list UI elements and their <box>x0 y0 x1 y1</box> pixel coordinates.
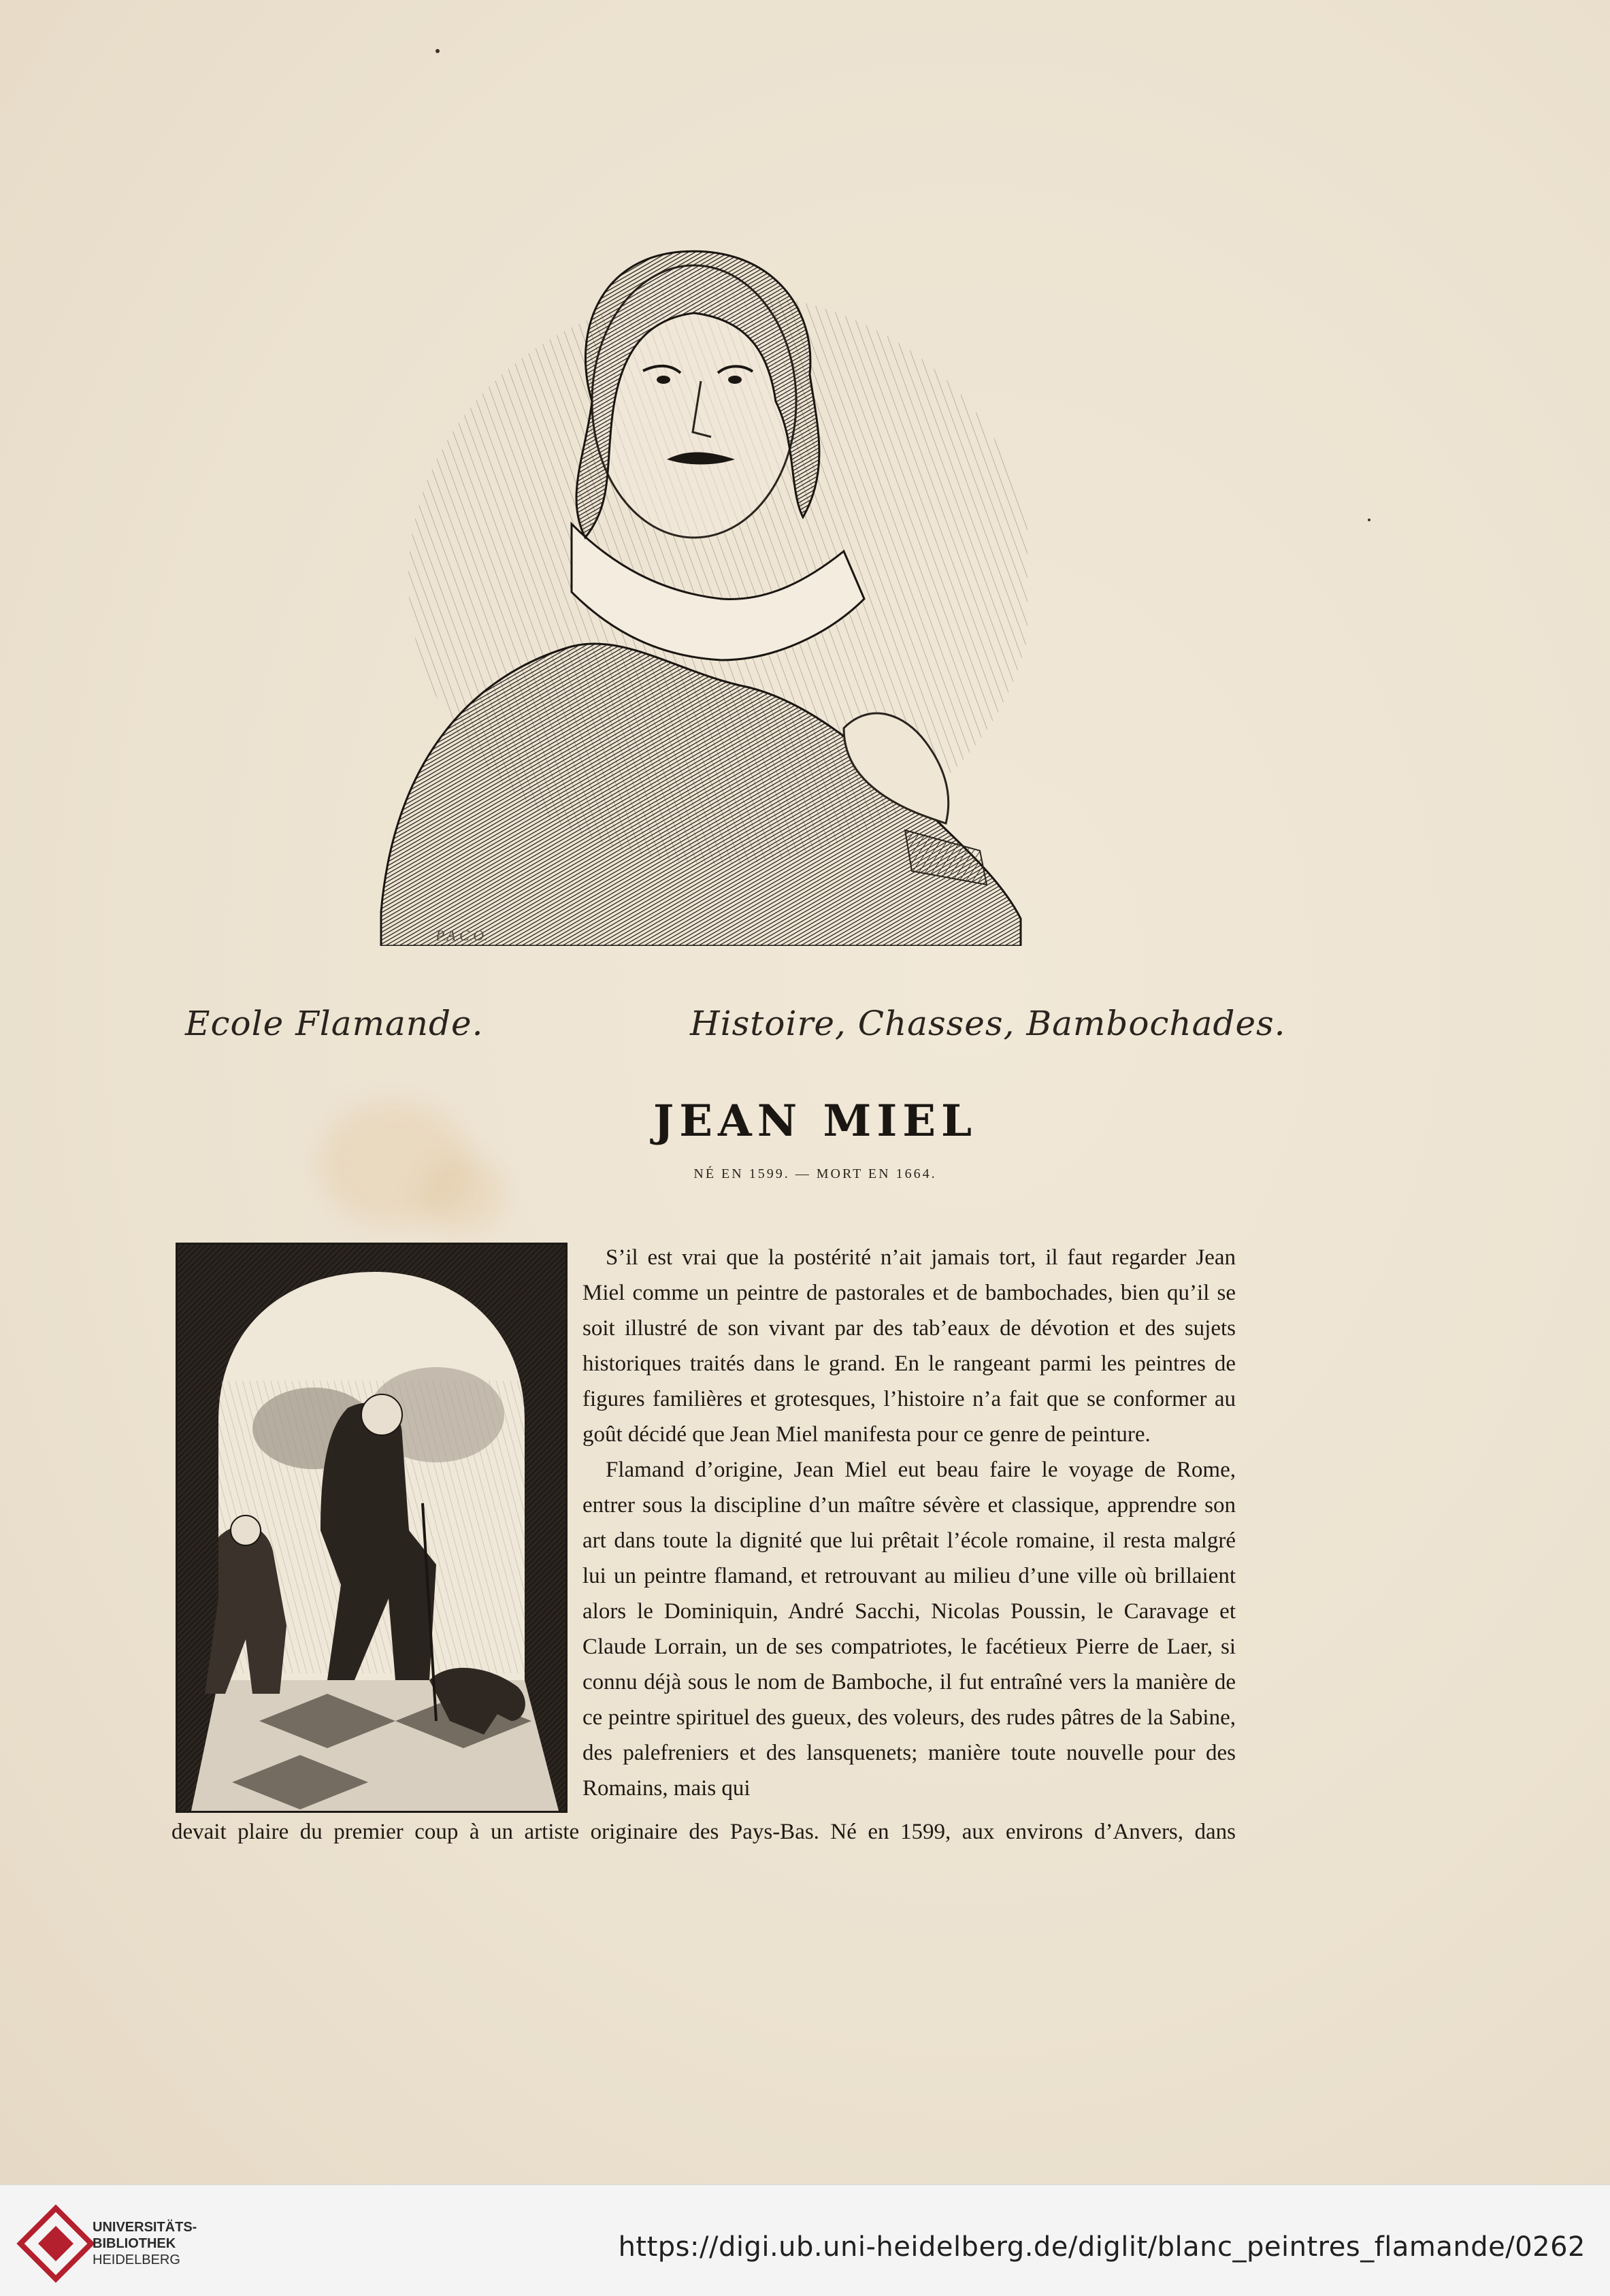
school-caption: Ecole Flamande. <box>185 1004 484 1043</box>
artist-name-heading: JEAN MIEL <box>653 1096 978 1147</box>
engraver-signature: P.A.C.O. <box>436 927 488 944</box>
library-name-line: HEIDELBERG <box>93 2252 180 2267</box>
viewer-footer <box>0 2184 1610 2296</box>
library-name[interactable] <box>93 2219 197 2268</box>
article-body <box>582 1240 1236 1806</box>
paper-speck <box>436 49 440 53</box>
library-name-line: UNIVERSITÄTS- <box>93 2220 197 2235</box>
paragraph-continuation: devait plaire du premier coup à un artiste originaire des Pays-Bas. Né en 1599, aux environs d’Anvers, dans <box>171 1820 1236 1844</box>
artist-dates: NÉ EN 1599. — MORT EN 1664. <box>693 1166 937 1181</box>
paragraph: Flamand d’origine, Jean Miel eut beau faire le voyage de Rome, entrer sous la discipline d’un maître sévère et classique, apprendre son art dans toute la dignité que lui prêtait l’école romaine, il resta malgré lui un peintre flamand, et retrouvant au milieu d’une ville où brillaient alors le Dominiquin, André Sacchi, Nicolas Poussin, le Caravage et Claude Lorrain, un de ses compatriotes, le facétieux Pierre de Laer, si connu déjà sous le nom de Bamboche, il fut entraîné vers la manière de ce peintre spirituel des gueux, des voleurs, des rudes pâtres de la Sabine, des palefreniers et des lansquenets; manière toute nouvelle pour des Romains, mais qui <box>582 1458 1236 1801</box>
genres-caption: Histoire, Chasses, Bambochades. <box>690 1004 1286 1043</box>
portrait-engraving <box>367 197 1028 946</box>
library-logo-icon[interactable] <box>14 2201 98 2286</box>
library-name-line: BIBLIOTHEK <box>93 2236 176 2251</box>
paragraph: S’il est vrai que la postérité n’ait jamais tort, il faut regarder Jean Miel comme un peintre de pastorales et de bambochades, bien qu’il se soit illustré de son vivant par des tab’eaux de dévotion et des sujets historiques traités dans le grand. En le rangeant parmi les peintres de figures familières et grotesques, l’histoire n’a fait que se conformer au goût décidé que Jean Miel manifesta pour ce genre de peinture. <box>582 1245 1236 1447</box>
illustration-vignette <box>176 1243 568 1813</box>
permalink-url[interactable]: https://digi.ub.uni-heidelberg.de/diglit/blanc_peintres_flamande/0262 <box>618 2231 1586 2263</box>
paper-speck <box>1368 519 1370 521</box>
